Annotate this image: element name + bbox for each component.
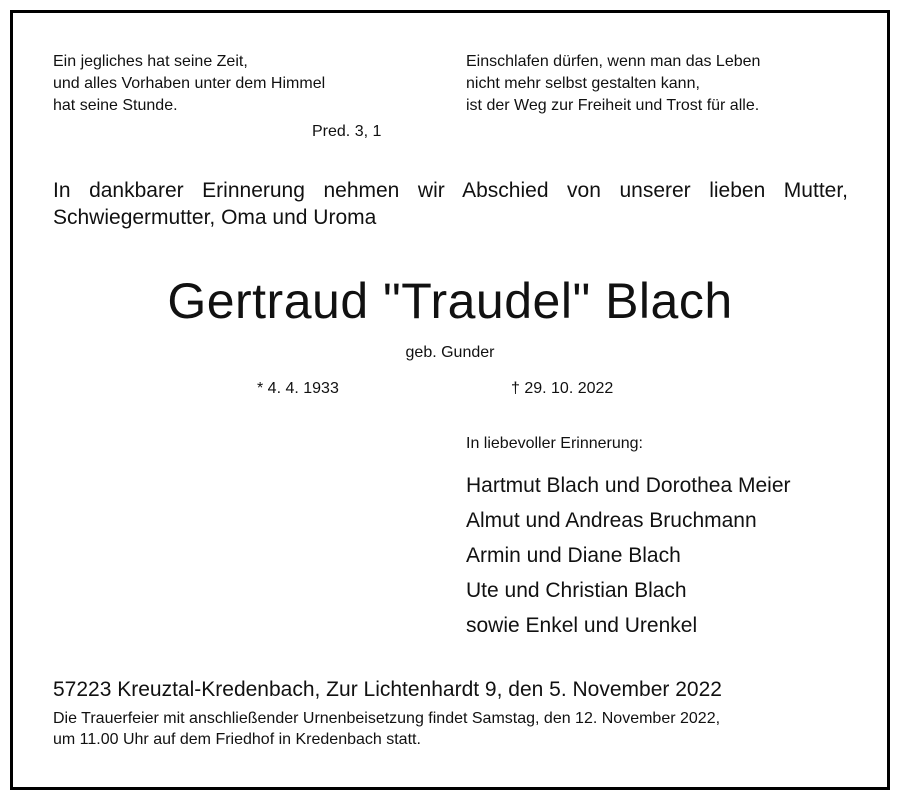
verse-left-line: und alles Vorhaben unter dem Himmel (53, 75, 326, 92)
maiden-name: geb. Gunder (405, 344, 495, 361)
mourner-name: Almut und Andreas Bruchmann (466, 509, 757, 532)
mourner-name: Ute und Christian Blach (466, 579, 687, 602)
mourner-name: Armin und Diane Blach (466, 544, 681, 567)
intro-line: Schwiegermutter, Oma und Uroma (53, 206, 377, 229)
verse-left-line: hat seine Stunde. (53, 97, 178, 114)
deceased-name: Gertraud "Traudel" Blach (167, 273, 733, 329)
verse-right-line: nicht mehr selbst gestalten kann, (466, 75, 700, 92)
obituary-frame (10, 10, 890, 790)
place-and-date: 57223 Kreuztal-Kredenbach, Zur Lichtenhardt 9, den 5. November 2022 (53, 678, 722, 701)
mourner-name: Hartmut Blach und Dorothea Meier (466, 474, 791, 497)
death-date: † 29. 10. 2022 (511, 380, 614, 397)
verse-right-line: Einschlafen dürfen, wenn man das Leben (466, 53, 761, 70)
funeral-notice-line: Die Trauerfeier mit anschließender Urnenbeisetzung findet Samstag, den 12. November 2022, (53, 710, 721, 727)
mourners-heading: In liebevoller Erinnerung: (466, 435, 643, 452)
birth-date: * 4. 4. 1933 (257, 380, 339, 397)
intro-line: In dankbarer Erinnerung nehmen wir Abschied von unserer lieben Mutter, (53, 179, 848, 202)
verse-citation: Pred. 3, 1 (312, 123, 382, 140)
funeral-notice-line: um 11.00 Uhr auf dem Friedhof in Kredenbach statt. (53, 731, 421, 748)
verse-left-line: Ein jegliches hat seine Zeit, (53, 53, 248, 70)
verse-right-line: ist der Weg zur Freiheit und Trost für alle. (466, 97, 760, 114)
mourner-name: sowie Enkel und Urenkel (466, 614, 698, 637)
